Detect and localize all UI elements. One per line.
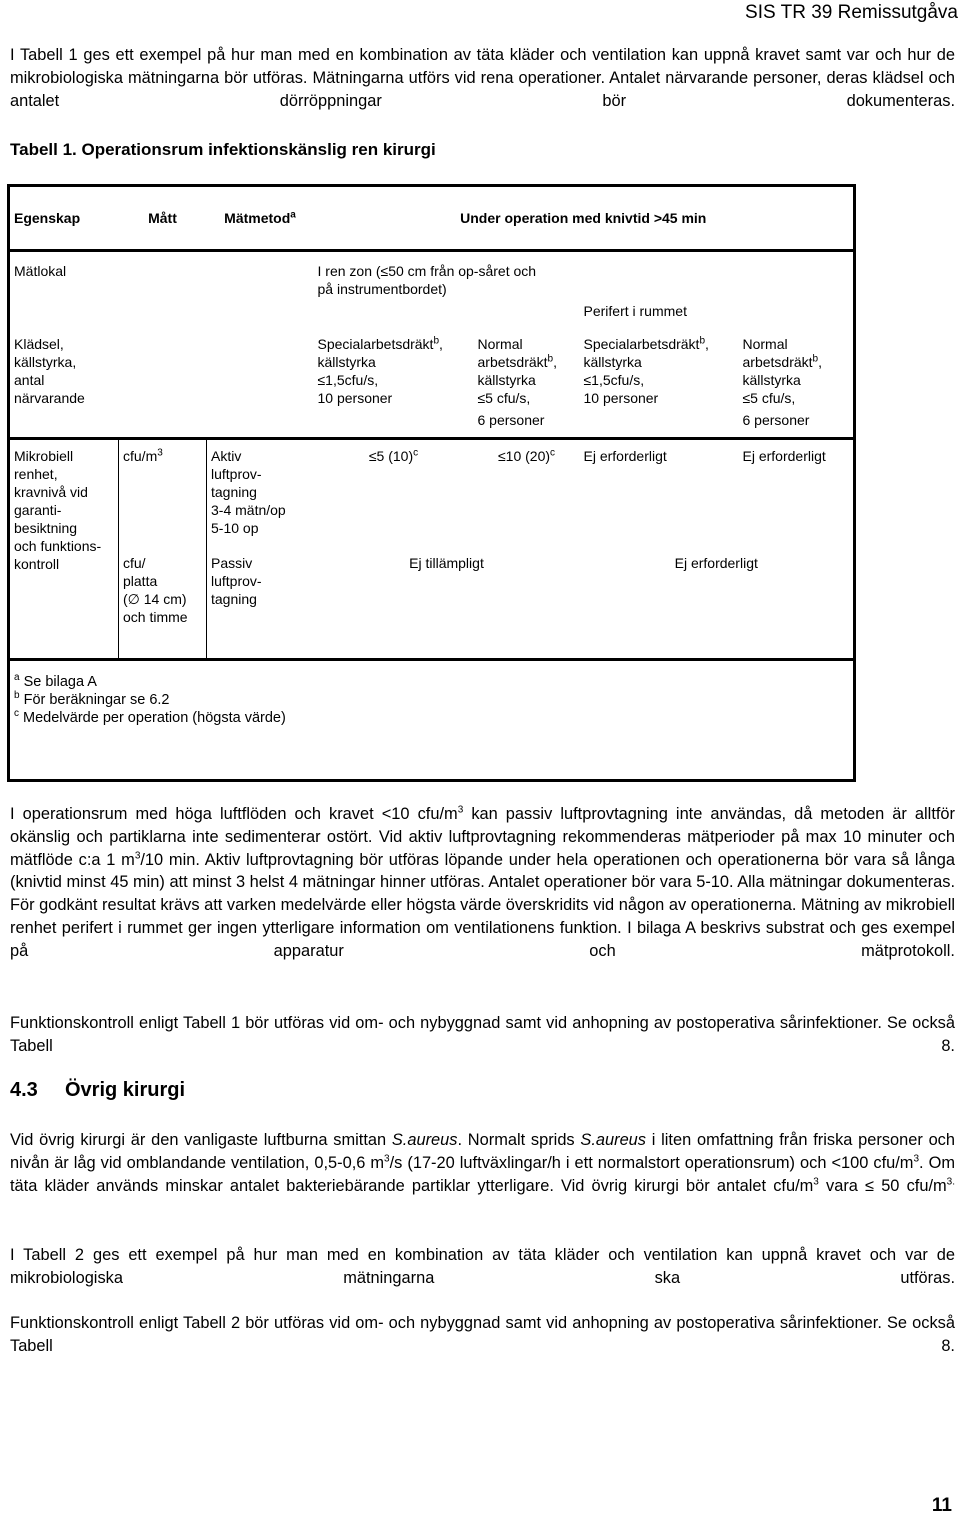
- cell-passiv-zon: Ej tillämpligt: [314, 547, 580, 660]
- cell-aktiv-normal-perifert: Ej erforderligt: [742, 448, 826, 464]
- cell-aktiv-normal-zon: ≤10 $(20)^c$: [497, 447, 556, 464]
- paragraph-luftfloden: I operationsrum med höga luftflöden och kravet <10 cfu/$m^3$ kan passiv luftprovtagning inte användas, då metoden är alltför okänslig och partiklarna inte sedimenterar ostört. Vid aktiv luftprovtagning rekommenderas mätperioder på max 10 minuter och mätflöde c:a 1 $m^3/10$ min. Aktiv luftprovtagning bör utföras löpande under hela operationen och operationerna bör vara så långa (knivtid minst 45 min) att minst 3 helst 4 mätningar hinner utföras. Antalet operationer bör vara 5-10. Alla mätningar dokumenteras. För godkänt resultat krävs att varken medelvärde eller högsta värde överskridits vid någon av operationerna. Mätning av mikrobiell renhet perifert i rummet ger ingen ytterligare information om ventilationens funktion. I bilaga A beskrivs substrat och ges exempel på apparatur och mätprotokoll.: [10, 804, 956, 960]
- cell-matt-aktiv: cfu/$m^3$: [119, 439, 207, 548]
- section-heading: 4.3 Övrig kirurgi: [10, 1079, 186, 1101]
- table-footnotes-row: [9, 660, 855, 781]
- cell-matt-passiv: cfu/ platta (∅ 14 cm) och timme: [119, 547, 207, 660]
- label-matlokal: Mätlokal: [14, 263, 67, 279]
- cell-normal-perifert: Normal arbetsdräkt$^b$, källstyrka ≤5 cfu/s, 6 personer: [739, 326, 855, 439]
- footnote-c: $^c$ Medelvärde per operation (högsta värde): [14, 708, 286, 726]
- paragraph-tabell-2: I Tabell 2 ges ett exempel på hur man med en kombination av täta kläder och ventilation kan uppnå kravet och var de mikrobiologiska mätningarna ska utföras.: [10, 1246, 955, 1287]
- table-row-kladsel: [9, 326, 855, 439]
- document-header: SIS TR 39 Remissutgåva: [745, 2, 958, 23]
- table-row-aktiv: [9, 439, 855, 548]
- table-footnotes: [9, 660, 855, 781]
- intro-paragraph: I Tabell 1 ges ett exempel på hur man med en kombination av täta kläder och ventilation kan uppnå kravet samt var och hur de mikrobiologiska mätningarna bör utföras. Mätningarna utförs vid rena operationer. Antalet närvarande personer, deras klädsel och antalet dörröppningar bör dokumenteras.: [10, 46, 955, 110]
- table-row-matlokal: [9, 251, 855, 327]
- table-header-row: [9, 186, 855, 251]
- cell-perifert: Perifert i rummet: [583, 303, 687, 319]
- cell-aktiv-special-zon: ≤5 $(10)^c$: [368, 447, 419, 464]
- cell-special-zon: Specialarbetsdräkt$^b$, källstyrka ≤1,5cfu/s, 10 personer: [314, 326, 474, 439]
- footnote-b: $^b$ För beräkningar se 6.2: [14, 690, 170, 708]
- cell-aktiv-special-perifert: Ej erforderligt: [583, 448, 667, 464]
- paragraph-ovrig-kirurgi: Vid övrig kirurgi är den vanligaste luftburna smittan S.aureus. Normalt sprids S.aureus i liten omfattning från friska personer och nivån är låg vid omblandande ventilation, 0,5-0,6 $m^3/s$ (17-20 luftväxlingar/h i ett normalstort operationsrum) och <100 cfu/$m^3$. Om täta kläder används minskar antalet bakteriebärande partiklar ytterligare. Vid övrig kirurgi bör antalet cfu/$m^3$ vara ≤ 50 cfu/$m^{3.}$: [10, 1131, 955, 1195]
- cell-special-perifert: Specialarbetsdräkt$^b$, källstyrka ≤1,5cfu/s, 10 personer: [580, 326, 739, 439]
- header-egenskap: Egenskap: [9, 186, 119, 251]
- table-row-passiv: [9, 547, 855, 660]
- page-number: 11: [931, 1495, 952, 1516]
- header-matmetod: Mätmetod$^a$: [207, 186, 314, 251]
- table-caption: Tabell 1. Operationsrum infektionskänslig ren kirurgi: [10, 140, 436, 159]
- paragraph-funktionskontroll-1: Funktionskontroll enligt Tabell 1 bör utföras vid om- och nybyggnad samt vid anhopning av postoperativa sårinfektioner. Se också Tabell 8.: [10, 1014, 955, 1055]
- header-matt: Mått: [119, 186, 207, 251]
- cell-metod-aktiv: Aktiv luftprov- tagning 3-4 mätn/op 5-10 op: [211, 448, 286, 536]
- cell-normal-zon: Normal arbetsdräkt$^b$, källstyrka ≤5 cfu/s, 6 personer: [474, 326, 580, 439]
- header-under-operation: Under operation med knivtid >45 min: [314, 186, 855, 251]
- cell-metod-passiv: Passiv luftprov- tagning: [207, 547, 314, 660]
- table-1: [7, 184, 856, 782]
- footnote-a: $^a$ Se bilaga A: [14, 672, 97, 690]
- label-kladsel: Klädsel, källstyrka, antal närvarande: [9, 326, 119, 439]
- paragraph-funktionskontroll-2: Funktionskontroll enligt Tabell 2 bör utföras vid om- och nybyggnad samt vid anhopning av postoperativa sårinfektioner. Se också Tabell 8.: [10, 1314, 955, 1355]
- cell-passiv-perifert: Ej erforderligt: [580, 547, 855, 660]
- label-mikrobiell: Mikrobiell renhet, kravnivå vid garanti- besiktning och funktions- kontroll: [9, 439, 119, 660]
- cell-ren-zon: I ren zon (≤50 cm från op-såret och på instrumentbordet): [317, 263, 537, 297]
